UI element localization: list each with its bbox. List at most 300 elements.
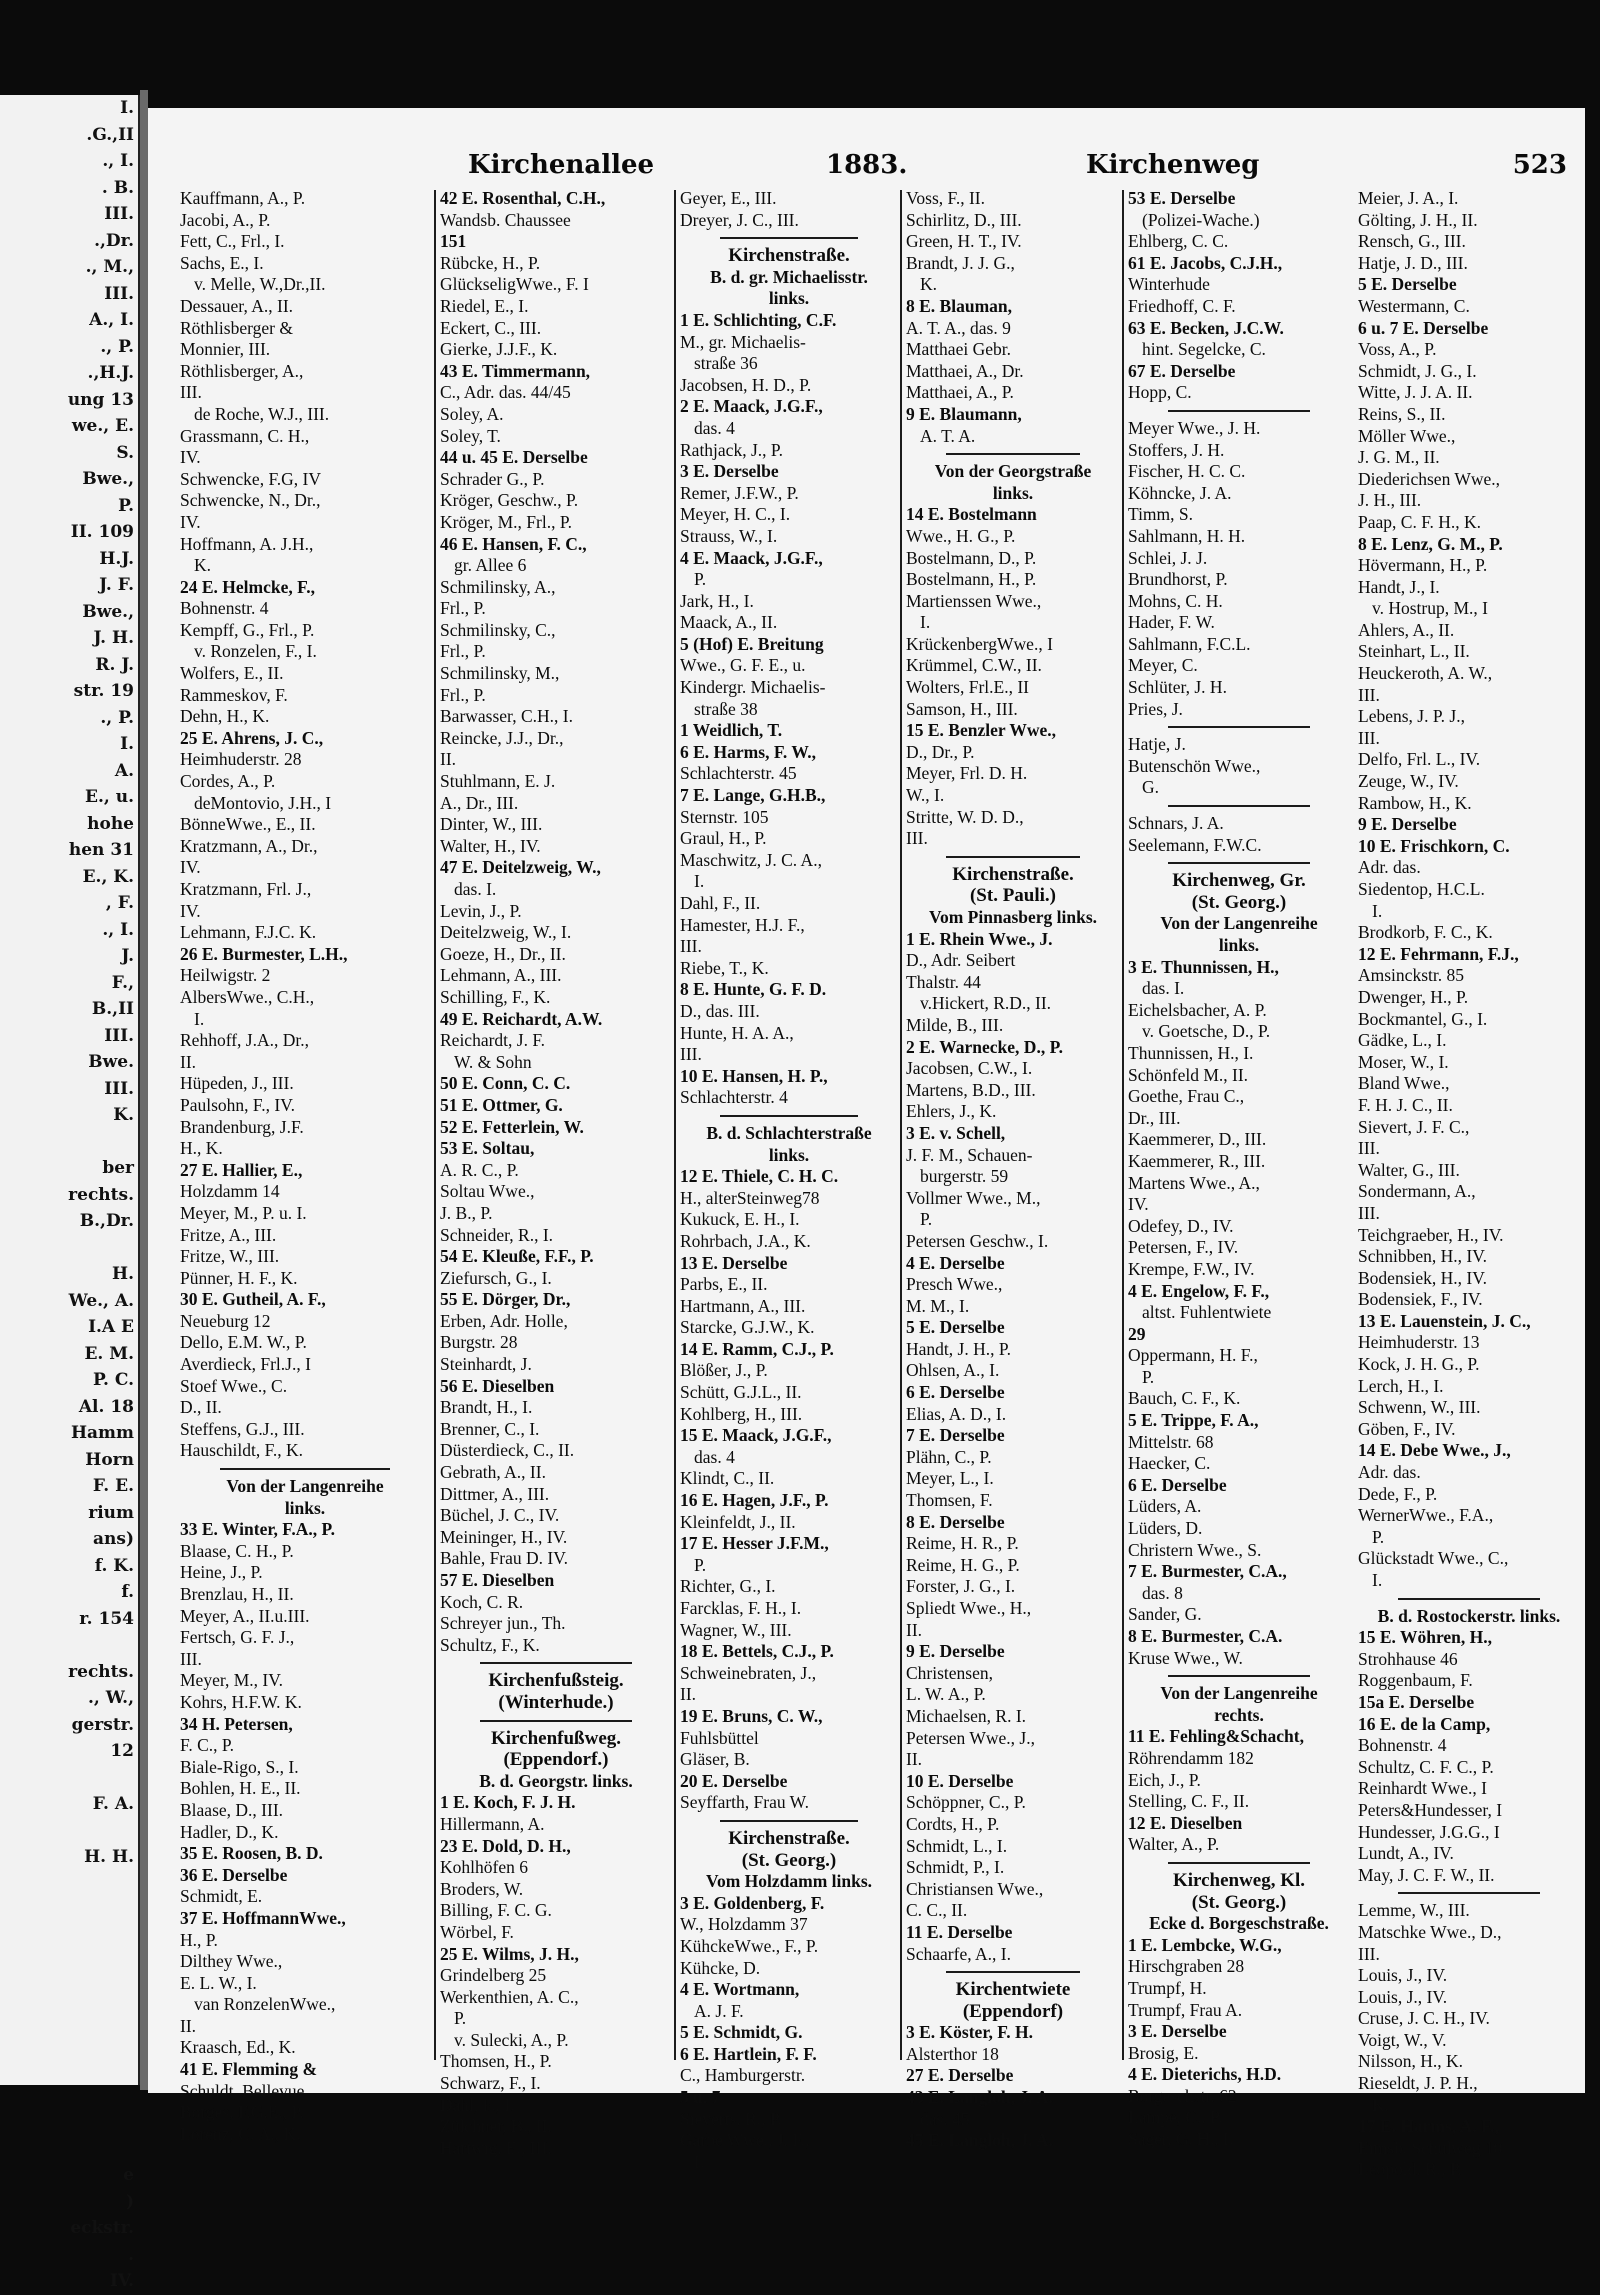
resident-entry: Hatje, J. xyxy=(1128,734,1186,755)
house-number-entry: 46 E. Hansen, F. C., xyxy=(440,533,587,554)
resident-entry: Rensch, G., III. xyxy=(1358,231,1466,252)
resident-entry: Düsterdieck, C., II. xyxy=(440,1440,575,1461)
street-heading: (St. Georg.) xyxy=(741,1849,837,1871)
resident-entry: Hartwig, E., III. xyxy=(440,2137,552,2158)
resident-entry: Lüders, D. xyxy=(1128,1518,1203,1539)
resident-entry: Möller Wwe., xyxy=(1358,425,1456,446)
resident-entry: Dittmer, A., III. xyxy=(440,1483,550,1504)
house-number-entry: 11 E. Fehling&Schacht, xyxy=(1128,1726,1304,1747)
house-number-entry: 3 E. Köster, F. H. xyxy=(906,2022,1034,2043)
continuation-line: I. xyxy=(194,1008,205,1029)
resident-entry: Deitelzweig, W., I. xyxy=(440,922,572,943)
prev-page-fragment: P. C. xyxy=(93,1370,134,1390)
section-rule xyxy=(1168,1862,1310,1864)
resident-entry: Walter, A., P. xyxy=(1128,1834,1220,1855)
street-direction-note: Von der Langenreihe xyxy=(1160,1683,1318,1704)
resident-entry: C. C., II. xyxy=(906,1900,968,1921)
resident-entry: Garbe Wwe., J. F., xyxy=(680,2130,810,2151)
section-rule xyxy=(1168,726,1310,728)
resident-entry: Riebe, T., K. xyxy=(680,957,769,978)
prev-page-fragment: R. J. xyxy=(95,654,134,675)
resident-entry: Lehmann, A., III. xyxy=(440,965,562,986)
resident-entry: Plähn, C., P. xyxy=(906,1446,992,1467)
section-rule xyxy=(1168,1675,1310,1677)
resident-entry: II. xyxy=(180,2015,197,2036)
resident-entry: Röhrendamm 182 xyxy=(1128,1747,1254,1768)
house-number-entry: 3 E. Derselbe xyxy=(680,461,779,482)
resident-entry: Meininger, H., IV. xyxy=(440,1526,568,1547)
resident-entry: Soltau Wwe., xyxy=(440,1181,535,1202)
prev-page-fragment: f. xyxy=(121,1582,134,1602)
resident-entry: Wolters, Frl.E., II xyxy=(906,677,1030,698)
prev-page-fragment: III. xyxy=(104,283,134,304)
resident-entry: Sondermann, A., xyxy=(1358,1181,1476,1202)
resident-entry: Meyer Wwe., J. H. xyxy=(1128,417,1261,438)
resident-entry: Voigt, W., V. xyxy=(1358,2029,1447,2050)
resident-entry: Haecker, C. xyxy=(1128,1453,1211,1474)
house-number-entry: 26 E. Burmester, L.H., xyxy=(180,943,348,964)
resident-entry: Rammeskov, F. xyxy=(180,684,288,705)
resident-entry: Kröger, M., Frl., P. xyxy=(440,511,573,532)
resident-entry: Seelemann, F.W.C. xyxy=(1128,834,1262,855)
prev-page-fragment: P. xyxy=(118,495,134,516)
continuation-line: das. 4 xyxy=(694,1446,735,1467)
resident-entry: Rambow, H., K. xyxy=(1358,792,1472,813)
resident-entry: Bohlen, H. E., II. xyxy=(180,1778,301,1799)
resident-entry: Wwe., G. F. E., u. xyxy=(680,655,806,676)
prev-page-fragment: I. xyxy=(120,734,134,754)
resident-entry: III. xyxy=(180,382,202,403)
resident-entry: Kröger, Geschw., P. xyxy=(440,490,579,511)
continuation-line: I. xyxy=(694,2151,705,2172)
prev-page-fragment xyxy=(0,1871,138,1898)
house-number-entry: 43 E. Langloh, J. A. xyxy=(906,2087,1053,2108)
resident-entry: Schlachterstr. 45 xyxy=(680,763,797,784)
house-number-entry: 9 E. Derselbe xyxy=(1358,814,1457,835)
resident-entry: Meyer, H. C., I. xyxy=(680,504,791,525)
section-rule xyxy=(480,1720,632,1722)
resident-entry: Kaemmerer, R., III. xyxy=(1128,1150,1266,1171)
prev-page-fragment: . xyxy=(128,2244,134,2265)
resident-entry: Reichardt, J. F. xyxy=(440,1030,546,1051)
resident-entry: Winterhude xyxy=(1128,274,1210,295)
resident-entry: Hader, F. W. xyxy=(1128,612,1215,633)
prev-page-fragment xyxy=(0,1235,138,1262)
resident-entry: Kaemmerer, D., III. xyxy=(1128,1129,1267,1150)
resident-entry: Gölting, J. H., II. xyxy=(1358,209,1478,230)
resident-entry: Kratzmann, A., Dr., xyxy=(180,835,318,856)
prev-page-fragment: J. H. xyxy=(93,628,134,648)
resident-entry: Eich, J., P. xyxy=(1128,1769,1201,1790)
continuation-line: deMontovio, J.H., I xyxy=(194,792,332,813)
resident-entry: Lampe, C., P. xyxy=(1128,2107,1223,2128)
resident-entry: Fritze, W., III. xyxy=(180,1246,280,1267)
house-number-entry: 61 E. Jacobs, C.J.H., xyxy=(1128,252,1283,273)
section-rule xyxy=(1168,862,1310,864)
prev-page-fragment xyxy=(0,2136,138,2163)
resident-entry: Schmidt, J. G., I. xyxy=(1358,360,1477,381)
resident-entry: Petersen Geschw., I. xyxy=(906,1230,1049,1251)
house-number-entry: 44 u. 45 E. Derselbe xyxy=(440,447,588,468)
street-direction-note: B. d. Georgstr. links. xyxy=(479,1770,633,1791)
resident-entry: Kratzmann, Frl. J., xyxy=(180,879,312,899)
resident-entry: Matschke Wwe., D., xyxy=(1358,1921,1502,1942)
continuation-line: das. 4 xyxy=(694,417,735,438)
resident-entry: Stelling, C. F., II. xyxy=(1128,1791,1250,1812)
resident-entry: Wörbel, F. xyxy=(440,1921,514,1942)
resident-entry: Kukuck, E. H., I. xyxy=(680,1209,800,1230)
resident-entry: Eimsb. Schulweg 10 xyxy=(1358,2137,1503,2158)
resident-entry: Kohlberg, H., III. xyxy=(680,1403,803,1424)
resident-entry: Meyer, A., II.u.III. xyxy=(180,1605,310,1626)
house-number-entry: 1 E. Koch, F. J. H. xyxy=(440,1792,576,1813)
section-rule xyxy=(946,856,1080,858)
house-number-entry: 5 E. Schmidt, G. xyxy=(680,2022,803,2043)
prev-page-fragment: ., W., xyxy=(87,1688,134,1708)
column-4 xyxy=(906,188,1120,2151)
resident-entry: III. xyxy=(1358,1943,1380,1964)
resident-entry: Forster, J. G., I. xyxy=(906,1576,1016,1597)
prev-page-fragment: rium xyxy=(88,1502,134,1523)
prev-page-fragment: 12 xyxy=(110,1741,134,1761)
resident-entry: Mittelstr. 68 xyxy=(1128,1431,1214,1452)
street-heading: (St. Georg.) xyxy=(1191,891,1287,913)
resident-entry: Steffens, G.J., III. xyxy=(180,1418,305,1439)
resident-entry: Sieverts, R., P. xyxy=(680,2108,783,2129)
continuation-line: v. Melle, W.,Dr.,II. xyxy=(194,274,326,295)
street-direction-note: links. xyxy=(284,1497,326,1518)
resident-entry: Schlachterstr. 4 xyxy=(680,1087,788,1108)
resident-entry: Frl., P. xyxy=(440,598,486,619)
resident-entry: Monnier, III. xyxy=(180,339,271,360)
prev-page-fragment: eckstr. xyxy=(70,2218,134,2238)
resident-entry: Krempe, F.W., IV. xyxy=(1128,1258,1255,1279)
street-heading: Kirchenfußweg. xyxy=(490,1727,621,1749)
resident-entry: Schneider, R., I. xyxy=(440,1224,554,1245)
resident-entry: KühckeWwe., F., P. xyxy=(680,1935,819,1956)
resident-entry: Matthaei Gebr. xyxy=(906,339,1011,360)
prev-page-fragment: ung 13 xyxy=(67,389,134,410)
resident-entry: Walter, H., IV. xyxy=(440,835,541,856)
resident-entry: Schlüter, J. H. xyxy=(1128,677,1227,698)
house-number-entry: 151 xyxy=(440,231,467,252)
resident-entry: Stritte, W. D. D., xyxy=(906,806,1024,827)
house-number-entry: 49 E. Reichardt, A.W. xyxy=(440,1008,603,1029)
resident-entry: Levin, J., P. xyxy=(440,900,522,921)
house-number-entry: 16 E. Hagen, J.F., P. xyxy=(680,1490,829,1511)
resident-entry: Schütt, G.J.L., II. xyxy=(680,1382,802,1403)
resident-entry: Kruse Wwe., W. xyxy=(1128,1647,1243,1668)
house-number-entry: 6 E. Derselbe xyxy=(1128,1474,1227,1495)
prev-page-fragment: III. xyxy=(104,1078,134,1099)
resident-entry: Reime, H. G., P. xyxy=(906,1554,1020,1575)
resident-entry: Adr. das. xyxy=(1358,1462,1421,1483)
house-number-entry: 52 E. Fetterlein, W. xyxy=(440,1116,584,1137)
resident-entry: Heine, J., P. xyxy=(180,1562,263,1583)
house-number-entry: 13 E. Lauenstein, J. C., xyxy=(1358,1310,1531,1331)
resident-entry: Kohlhöfen 6 xyxy=(440,1857,528,1878)
resident-entry: J. G. M., II. xyxy=(1358,447,1440,468)
house-number-entry: 10 E. Derselbe xyxy=(906,1770,1014,1791)
resident-entry: Soley, T. xyxy=(440,425,501,446)
resident-entry: Siedentop, H.C.L. xyxy=(1358,879,1485,899)
prev-page-fragment xyxy=(0,1818,138,1845)
resident-entry: J. B., P. xyxy=(440,1202,493,1223)
resident-entry: Schmilinsky, C., xyxy=(440,619,556,640)
prev-page-fragment: S. xyxy=(116,442,134,463)
resident-entry: Vollmer Wwe., M., xyxy=(906,1187,1041,1208)
resident-entry: Spliedt Wwe., H., xyxy=(906,1598,1032,1618)
resident-entry: Roggenbaum, F. xyxy=(1358,1670,1473,1691)
prev-page-fragment: H. H. xyxy=(84,1847,134,1867)
resident-entry: A. R. C., P. xyxy=(440,1159,519,1180)
resident-entry: Gädke, L., I. xyxy=(1358,1030,1447,1051)
resident-entry: Billing, F. C. G. xyxy=(440,1900,552,1921)
resident-entry: C., Adr. das. 44/45 xyxy=(440,382,571,403)
resident-entry: II. xyxy=(906,1619,923,1640)
resident-entry: WernerWwe., F.A., xyxy=(1358,1505,1494,1526)
resident-entry: Jacobsen, H. D., P. xyxy=(680,374,812,395)
house-number-entry: 43 E. Timmermann, xyxy=(440,360,591,381)
street-direction-note: B. d. Schlachterstraße xyxy=(706,1122,872,1143)
resident-entry: Jacobsen, C.W., I. xyxy=(906,1058,1033,1079)
resident-entry: Hamester, H.J. F., xyxy=(680,914,805,935)
resident-entry: Dinter, W., III. xyxy=(440,814,543,835)
resident-entry: Hartmann, A., III. xyxy=(680,1295,806,1316)
continuation-line: P. xyxy=(1142,1366,1155,1387)
column-divider xyxy=(434,190,436,2060)
resident-entry: Zeuge, W., IV. xyxy=(1358,771,1459,792)
resident-entry: Hövermann, H., P. xyxy=(1358,555,1488,576)
house-number-entry: 2 E. Warnecke, D., P. xyxy=(906,1036,1064,1057)
resident-entry: Steinhardt, J. xyxy=(440,1354,532,1375)
resident-entry: Heilwigstr. 2 xyxy=(180,965,271,986)
house-number-entry: 1 Weidlich, T. xyxy=(680,720,783,741)
continuation-line: das. I. xyxy=(1142,978,1185,999)
street-direction-note: Vom Pinnasberg links. xyxy=(928,907,1098,927)
resident-entry: Meyer, L., I. xyxy=(906,1468,994,1489)
prev-page-fragment: E., K. xyxy=(82,866,134,887)
resident-entry: Schilling, F., K. xyxy=(440,986,551,1007)
house-number-entry: 24 E. Helmcke, F., xyxy=(180,576,315,597)
continuation-line: I. xyxy=(1372,1570,1383,1590)
resident-entry: Hoffmann, A. J.H., xyxy=(180,533,314,554)
house-number-entry: 56 E. Dieselben xyxy=(440,1375,555,1396)
resident-entry: Meyer, Frl. D. H. xyxy=(906,763,1028,784)
resident-entry: Koch, C. R. xyxy=(440,1591,524,1612)
resident-entry: Dahl, F., II. xyxy=(680,893,761,913)
column-divider xyxy=(900,190,902,2060)
resident-entry: II. xyxy=(906,1749,923,1770)
resident-entry: Dede, F., P. xyxy=(1358,1483,1438,1504)
prev-page-fragment: B.,Dr. xyxy=(79,1211,134,1231)
resident-entry: Petersen, F., IV. xyxy=(1128,1237,1239,1258)
prev-page-fragment: ber xyxy=(102,1158,134,1178)
resident-entry: Friedhoff, C. F. xyxy=(1128,295,1236,316)
resident-entry: Blößer, J., P. xyxy=(680,1360,768,1381)
resident-entry: Kühcke, D. xyxy=(680,1957,761,1978)
prev-page-fragment: ans) xyxy=(93,1529,134,1549)
continuation-line: v. Hostrup, M., I xyxy=(1372,598,1489,619)
resident-entry: Fritze, A., III. xyxy=(180,1224,277,1245)
resident-entry: Dwenger, H., P. xyxy=(1358,986,1469,1007)
resident-entry: Mohns, C. H. xyxy=(1128,590,1223,611)
house-number-entry: 8 E. Lenz, G. M., P. xyxy=(1358,533,1503,554)
resident-entry: Schnibben, H., IV. xyxy=(1358,1246,1487,1267)
house-number-entry: 3 E. v. Schell, xyxy=(906,1122,1006,1143)
prev-page-fragment: J. F. xyxy=(99,575,134,595)
resident-entry: Paap, C. F. H., K. xyxy=(1358,511,1482,532)
resident-entry: Neueburg 12 xyxy=(180,1310,271,1331)
resident-entry: Bostelmann, D., P. xyxy=(906,547,1037,568)
resident-entry: Frl., P. xyxy=(440,641,486,662)
resident-entry: Schultz, C. F. C., P. xyxy=(1358,1756,1494,1777)
street-direction-note: links. xyxy=(992,482,1034,503)
resident-entry: Schlei, J. J. xyxy=(1128,547,1208,568)
resident-entry: Dello, E.M. W., P. xyxy=(180,1332,307,1353)
page-number: 523 xyxy=(1512,150,1567,180)
house-number-entry: 12 E. Dieselben xyxy=(1128,1812,1243,1833)
column-5 xyxy=(1358,188,1580,2180)
section-rule xyxy=(720,237,858,239)
resident-entry: Richter, G., I. xyxy=(680,1576,776,1597)
resident-entry: Alsterthor 18 xyxy=(906,2043,999,2064)
resident-entry: E. L. W., I. xyxy=(180,1972,257,1993)
prev-page-fragment xyxy=(0,1632,138,1659)
resident-entry: Brenner, C., I. xyxy=(440,1418,540,1439)
book-gutter xyxy=(140,90,148,2090)
house-number-entry: 1 E. Schlichting, C.F. xyxy=(680,309,837,330)
prev-page-fragment: E., u. xyxy=(85,787,134,807)
resident-entry: D., das. III. xyxy=(680,1000,760,1021)
house-number-entry: 7 E. Lange, G.H.B., xyxy=(680,785,826,806)
prev-page-fragment: II. 109 xyxy=(70,522,134,542)
street-heading: Kirchenweg, Kl. xyxy=(1172,1869,1306,1891)
column-1 xyxy=(180,188,430,2144)
resident-entry: Martens, B.D., III. xyxy=(906,1079,1036,1100)
resident-entry: Brenzlau, H., II. xyxy=(180,1584,294,1604)
resident-entry: Fuhlsbüttel xyxy=(680,1727,759,1748)
resident-entry: Hopp, C. xyxy=(1128,382,1192,403)
resident-entry: Dilthey Wwe., xyxy=(180,1951,283,1972)
resident-entry: Hatje, J. D., III. xyxy=(1358,252,1468,273)
prev-page-fragment: A., I. xyxy=(89,310,134,330)
street-direction-note: links. xyxy=(768,288,810,309)
resident-entry: Maschwitz, J. C. A., xyxy=(680,849,822,870)
resident-entry: Dehn, H., K. xyxy=(180,706,270,727)
house-number-entry: 5 E. Derselbe xyxy=(1358,274,1457,295)
resident-entry: Maack, A., II. xyxy=(680,612,778,633)
street-direction-note: Von der Langenreihe xyxy=(226,1476,384,1497)
prev-page-fragment xyxy=(0,2109,138,2136)
street-heading: (Eppendorf) xyxy=(962,2000,1064,2022)
house-number-entry: 23 E. Dold, D. H., xyxy=(440,1835,571,1856)
continuation-line: A. J. F. xyxy=(694,2000,744,2021)
prev-page-fragment: E. M. xyxy=(84,1343,134,1364)
resident-entry: Schmidt, E. xyxy=(180,1886,263,1907)
resident-entry: F. H. J. C., II. xyxy=(1358,1094,1453,1115)
resident-entry: Kraasch, Ed., K. xyxy=(180,2037,296,2058)
street-direction-note: B. d. gr. Michaelisstr. xyxy=(710,266,868,287)
house-number-entry: 41 E. Flemming & xyxy=(180,2059,318,2080)
house-number-entry: 45 E. Langloh, J. A. xyxy=(906,2130,1053,2151)
continuation-line: K. xyxy=(1372,2094,1390,2115)
resident-entry: Lemme, W., III. xyxy=(1358,1900,1470,1921)
resident-entry: Elias, A. D., I. xyxy=(906,1403,1007,1424)
resident-entry: IV. xyxy=(180,447,201,468)
resident-entry: Sternstr. 105 xyxy=(680,806,769,827)
prev-page-fragment xyxy=(0,1977,138,2004)
prev-page-fragment: I.A E xyxy=(88,1317,134,1337)
resident-entry: IV. xyxy=(180,511,201,532)
prev-page-fragment: ., I. xyxy=(102,151,134,171)
house-number-entry: 10 E. Hansen, H. P., xyxy=(680,1065,828,1086)
house-number-entry: 42 E. Rosenthal, C.H., xyxy=(440,188,606,208)
continuation-line: van RonzelenWwe., xyxy=(194,1994,336,2015)
house-number-entry: 6 E. Harms, F. W., xyxy=(680,741,816,762)
resident-entry: Green, H. T., IV. xyxy=(906,231,1022,252)
prev-page-fragment: f. K. xyxy=(94,1555,134,1576)
short-rule xyxy=(220,1468,390,1470)
house-number-entry: 6 u. 7 E. Derselbe xyxy=(1358,317,1489,338)
resident-entry: Cordes, A., P. xyxy=(180,771,276,792)
continuation-line: v. Goetsche, D., P. xyxy=(1142,1021,1271,1042)
resident-entry: Klindt, C., II. xyxy=(680,1468,775,1489)
resident-entry: Voss, A., P. xyxy=(1358,339,1437,360)
continuation-line: P. xyxy=(920,1209,933,1230)
resident-entry: Kleinfeldt, J., II. xyxy=(680,1511,796,1532)
resident-entry: Kauffmann, A., P. xyxy=(180,188,306,208)
resident-entry: Milde, B., III. xyxy=(906,1014,1004,1035)
resident-entry: Schweinebraten, J., xyxy=(680,1662,817,1683)
resident-entry: Schmilinsky, A., xyxy=(440,576,556,597)
house-number-entry: 17 E. Harms, A. F., xyxy=(1358,2116,1499,2137)
resident-entry: Sander, G. xyxy=(1128,1604,1202,1625)
prev-page-fragment: hen 31 xyxy=(68,840,134,860)
resident-entry: Goethe, Frau C., xyxy=(1128,1086,1245,1107)
resident-entry: Parbs, E., II. xyxy=(680,1274,768,1295)
resident-entry: Thunnissen, H., I. xyxy=(1128,1042,1254,1063)
house-number-entry: 29 xyxy=(1128,1323,1146,1344)
resident-entry: Schultz, F., K. xyxy=(440,1634,540,1655)
resident-entry: Schreyer jun., Th. xyxy=(440,1613,566,1634)
street-direction-note: B. d. Rostockerstr. links. xyxy=(1377,1605,1561,1626)
prev-page-fragment: ., M., xyxy=(85,257,134,277)
prev-page-fragment xyxy=(0,1897,138,1924)
resident-entry: Lorenz, C. A., K. xyxy=(180,2123,301,2144)
prev-page-fragment: gerstr. xyxy=(71,1714,134,1735)
prev-page-fragment: hohe xyxy=(87,813,134,834)
resident-entry: Timm, S. xyxy=(1128,504,1194,525)
section-rule xyxy=(720,1115,858,1117)
resident-entry: Matthaei, A., Dr. xyxy=(906,360,1024,381)
resident-entry: Thomsen, H., P. xyxy=(440,2051,552,2072)
resident-entry: IV. xyxy=(180,900,201,921)
prev-page-fragment: F. E. xyxy=(92,1476,134,1496)
house-number-entry: 9 E. Blaumann, xyxy=(906,403,1022,424)
resident-entry: Heimhuderstr. 13 xyxy=(1358,1332,1480,1353)
prev-page-fragment: B.,II xyxy=(91,999,134,1019)
resident-entry: KrückenbergWwe., I xyxy=(906,633,1053,654)
continuation-line: I. xyxy=(694,871,705,892)
resident-entry: Schöppner, C., P. xyxy=(906,1792,1026,1813)
prev-page-fragment: F. A. xyxy=(92,1794,134,1814)
continuation-line: straße 38 xyxy=(694,698,758,719)
house-number-entry: 8 E. Hunte, G. F. D. xyxy=(680,979,827,1000)
continuation-line: das. 8 xyxy=(1142,1582,1183,1603)
resident-entry: IV. xyxy=(1128,1194,1149,1215)
section-rule xyxy=(1168,805,1310,807)
